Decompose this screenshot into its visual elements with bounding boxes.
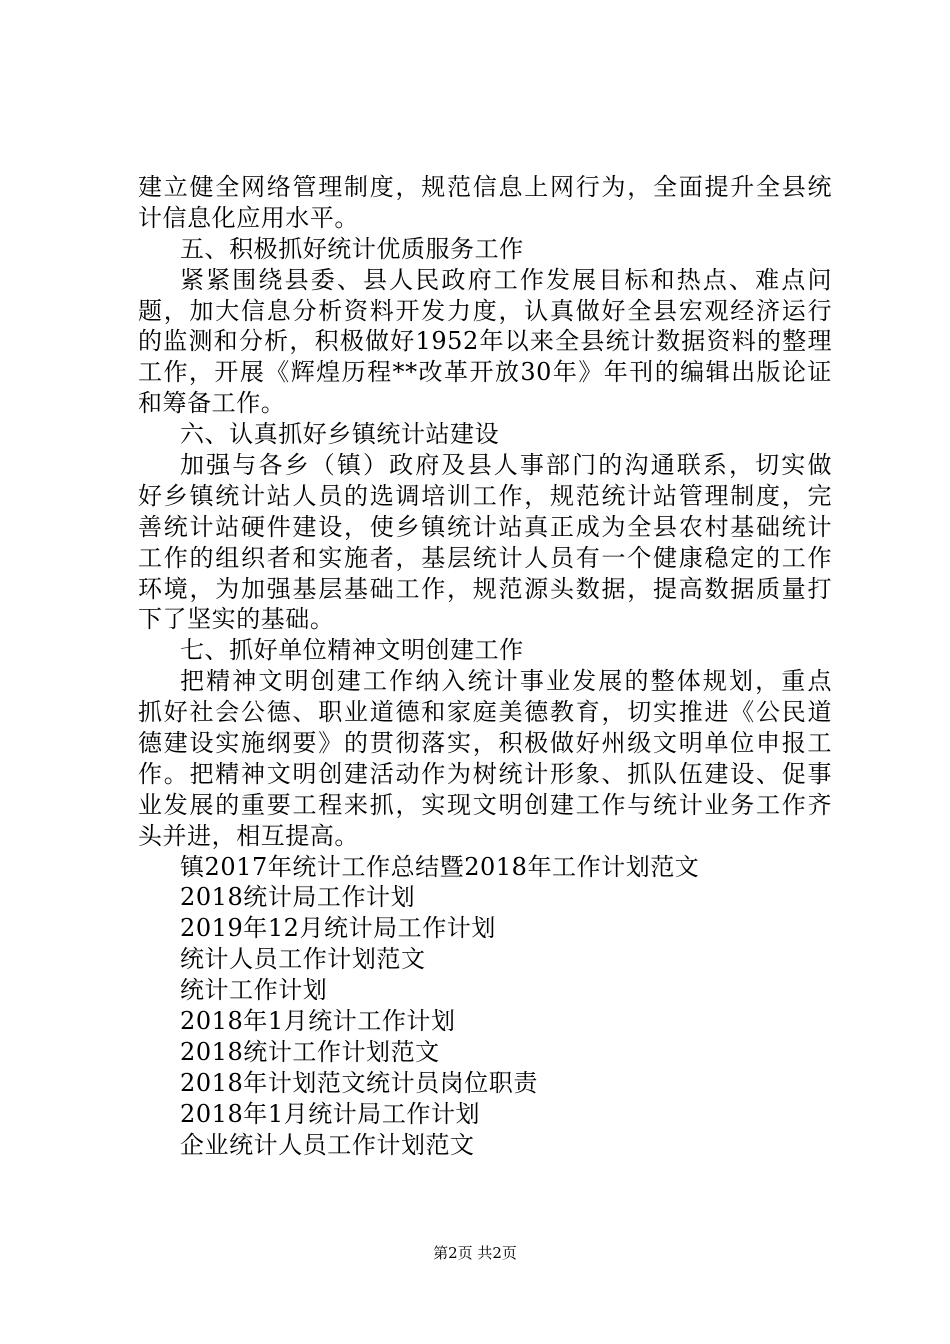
related-links-list [138, 852, 832, 1161]
paragraph-line: 下了坚实的基础。 [138, 605, 335, 634]
body-text [138, 172, 832, 852]
related-link[interactable]: 2018统计局工作计划 [180, 883, 416, 912]
paragraph-line: 建立健全网络管理制度，规范信息上网行为，全面提升全县统 [138, 173, 832, 201]
section-heading: 七、抓好单位精神文明创建工作 [180, 636, 524, 665]
paragraph-line: 环境，为加强基层基础工作，规范源头数据，提高数据质量打 [138, 574, 832, 603]
related-link[interactable]: 统计人员工作计划范文 [180, 945, 426, 974]
document-body [138, 172, 832, 1161]
paragraph-line: 紧紧围绕县委、县人民政府工作发展目标和热点、难点问 [180, 265, 832, 294]
paragraph-line: 作。把精神文明创建活动作为树统计形象、抓队伍建设、促事 [138, 759, 832, 788]
related-link[interactable]: 2018年1月统计局工作计划 [180, 1099, 481, 1128]
paragraph-line: 德建设实施纲要》的贯彻落实，积极做好州级文明单位申报工 [138, 729, 832, 758]
paragraph-line: 善统计站硬件建设，使乡镇统计站真正成为全县农村基础统计 [138, 512, 832, 541]
paragraph-line: 加强与各乡（镇）政府及县人事部门的沟通联系，切实做 [180, 451, 832, 480]
related-link[interactable]: 2018统计工作计划范文 [180, 1037, 440, 1066]
paragraph-line: 把精神文明创建工作纳入统计事业发展的整体规划，重点 [180, 667, 832, 696]
related-link[interactable]: 镇2017年统计工作总结暨2018年工作计划范文 [180, 852, 700, 881]
paragraph-line: 工作，开展《辉煌历程**改革开放30年》年刊的编辑出版论证 [138, 358, 832, 387]
page-number-footer: 第2页 共2页 [433, 1244, 517, 1262]
paragraph-line: 头并进，相互提高。 [138, 821, 359, 850]
paragraph-line: 工作的组织者和实施者，基层统计人员有一个健康稳定的工作 [138, 543, 832, 572]
related-link[interactable]: 2018年计划范文统计员岗位职责 [180, 1068, 538, 1097]
paragraph-line: 的监测和分析，积极做好1952年以来全县统计数据资料的整理 [138, 327, 832, 356]
paragraph-line: 好乡镇统计站人员的选调培训工作，规范统计站管理制度，完 [138, 481, 832, 510]
paragraph-line: 计信息化应用水平。 [138, 203, 359, 232]
paragraph-line: 和筹备工作。 [138, 389, 286, 418]
related-link[interactable]: 统计工作计划 [180, 976, 328, 1005]
paragraph-line: 抓好社会公德、职业道德和家庭美德教育，切实推进《公民道 [138, 698, 832, 727]
related-link[interactable]: 2018年1月统计工作计划 [180, 1007, 456, 1036]
related-link[interactable]: 企业统计人员工作计划范文 [180, 1130, 475, 1159]
section-heading: 五、积极抓好统计优质服务工作 [180, 234, 524, 263]
related-link[interactable]: 2019年12月统计局工作计划 [180, 914, 496, 943]
paragraph-line: 业发展的重要工程来抓，实现文明创建工作与统计业务工作齐 [138, 790, 832, 819]
paragraph-line: 题，加大信息分析资料开发力度，认真做好全县宏观经济运行 [138, 296, 832, 325]
section-heading: 六、认真抓好乡镇统计站建设 [180, 420, 500, 449]
